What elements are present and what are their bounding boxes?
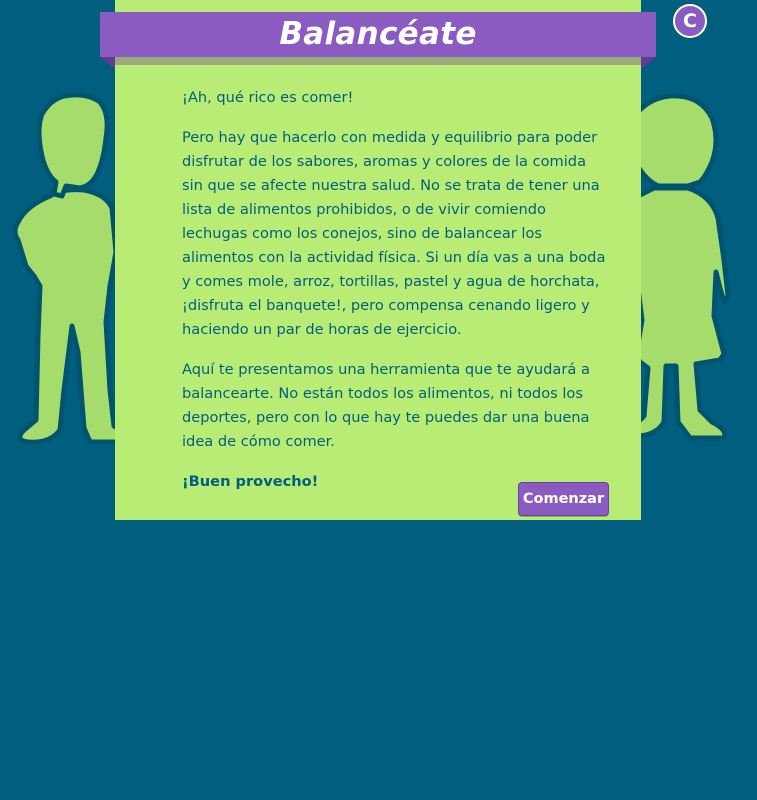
- c-badge-button[interactable]: C: [673, 4, 707, 38]
- body-paragraph-2: Aquí te presentamos una herramienta que te ayudará a balancearte. No están todos los alimentos, ni todos los deportes, pero con lo que hay te puedes dar una buena idea de cómo comer.: [182, 361, 590, 450]
- page-title: Balancéate: [279, 16, 477, 52]
- title-ribbon: [100, 12, 656, 57]
- ribbon-shadow: [115, 57, 641, 65]
- closing-text: ¡Buen provecho!: [182, 473, 319, 490]
- start-button[interactable]: Comenzar: [518, 482, 609, 516]
- intro-text: [182, 86, 610, 510]
- body-paragraph-1: Pero hay que hacerlo con medida y equilibrio para poder disfrutar de los sabores, aromas y colores de la comida sin que se afecte nuestra salud. No se trata de tener una lista de alimentos prohibidos, o de vivir comiendo lechugas como los conejos, sino de balancear los alimentos con la actividad física. Si un día vas a una boda y comes mole, arroz, tortillas, pastel y agua de horchata, ¡disfruta el banquete!, pero compensa cenando ligero y haciendo un par de horas de ejercicio.: [182, 129, 606, 338]
- ribbon-fold-left: [100, 57, 115, 69]
- intro-paragraph: ¡Ah, qué rico es comer!: [182, 89, 354, 106]
- ribbon-fold-right: [641, 57, 656, 69]
